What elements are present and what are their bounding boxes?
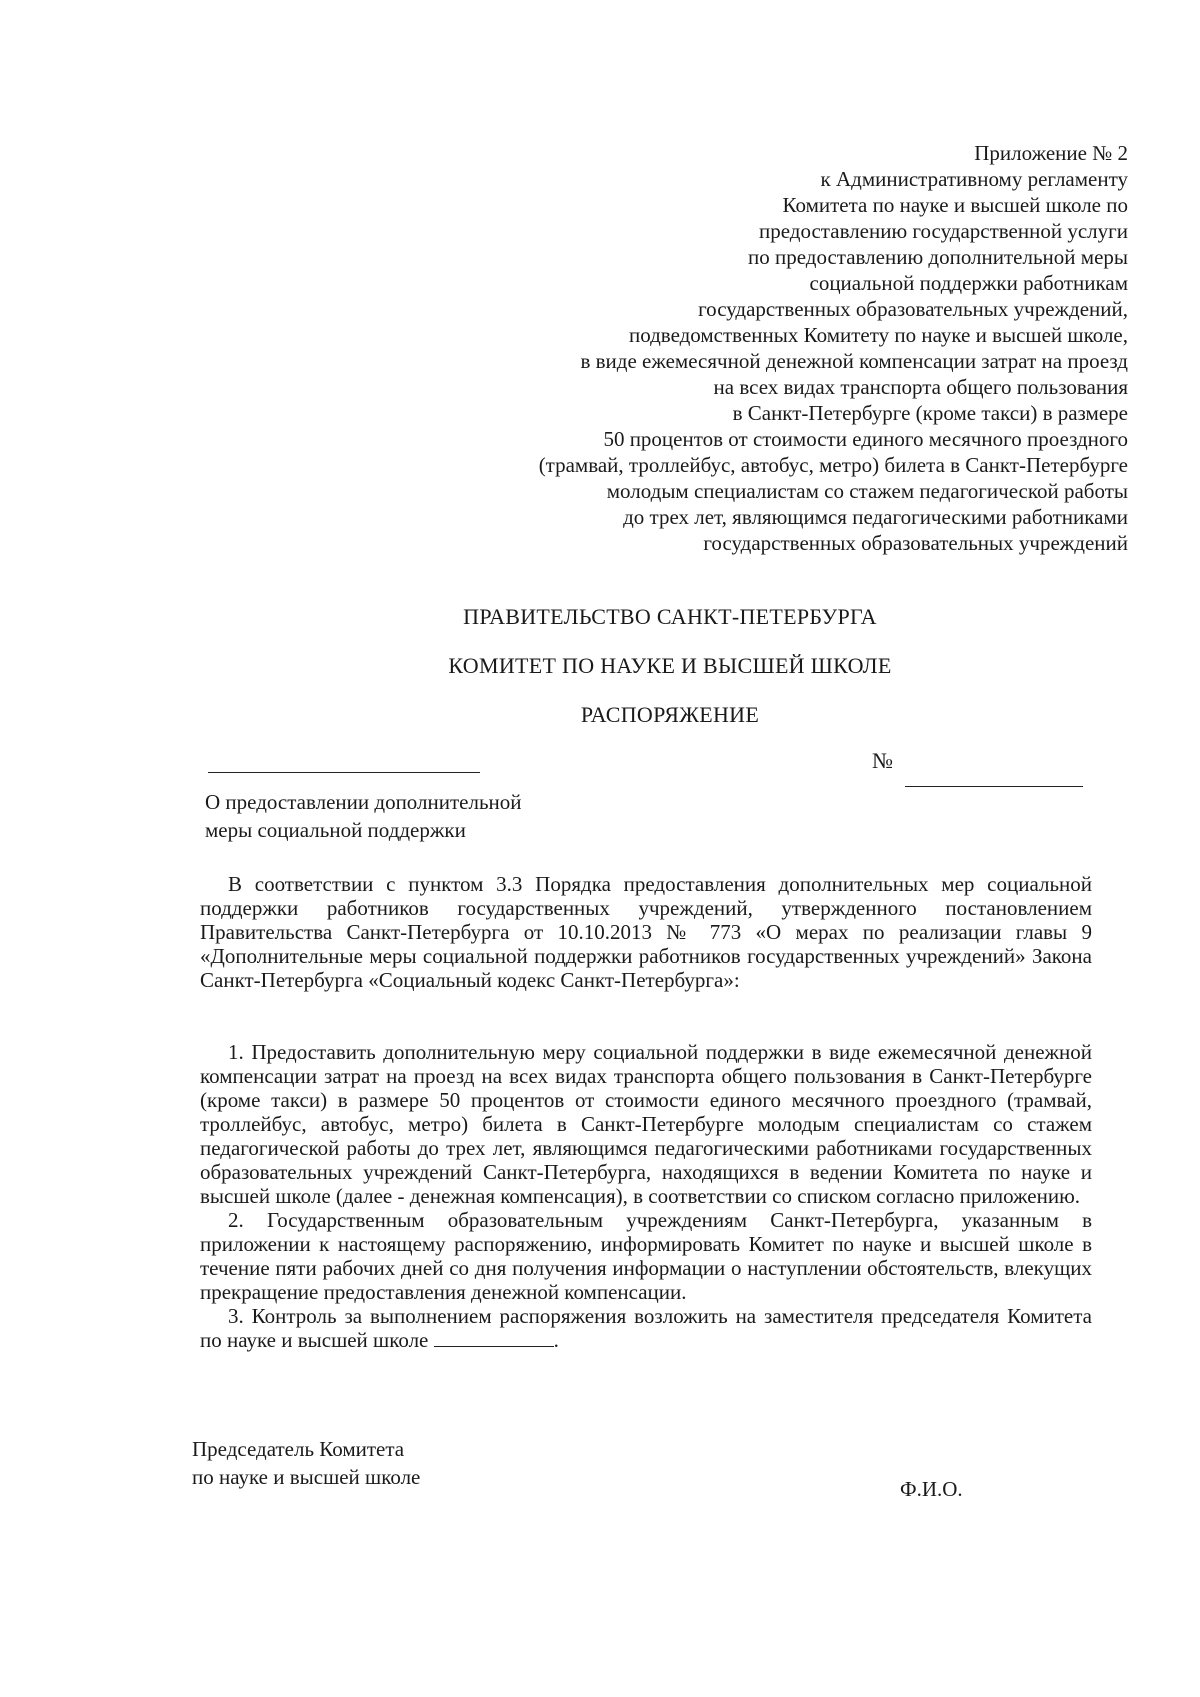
- appendix-line: до трех лет, являющимся педагогическими работниками: [623, 505, 1128, 529]
- committee-heading: КОМИТЕТ ПО НАУКЕ И ВЫСШЕЙ ШКОЛЕ: [448, 653, 892, 678]
- signature-block: [192, 1435, 420, 1491]
- date-blank-line: [208, 772, 480, 773]
- appendix-line: (трамвай, троллейбус, автобус, метро) билета в Санкт-Петербурге: [538, 453, 1128, 477]
- signature-title-line2: по науке и высшей школе: [192, 1465, 421, 1489]
- number-sign: №: [872, 748, 893, 773]
- signature-title-line1: Председатель Комитета: [192, 1437, 405, 1461]
- appendix-line: государственных образовательных учреждений: [703, 531, 1128, 555]
- order-items: [200, 1040, 1092, 1352]
- appendix-line: в Санкт-Петербурге (кроме такси) в размере: [732, 401, 1128, 425]
- subject-line: О предоставлении дополнительной: [205, 790, 522, 814]
- preamble-text: В соответствии с пунктом 3.3 Порядка предоставления дополнительных мер социальной поддержки работников государственных учреждений, утвержденного постановлением Правительства Санкт-Петербурга от 10.10.2013 № 773 «О мерах по реализации главы 9 «Дополнительные меры социальной поддержки работников государственных учреждений» Закона Санкт-Петербурга «Социальный кодекс Санкт-Петербурга»:: [200, 872, 1092, 992]
- appendix-line: подведомственных Комитету по науке и высшей школе,: [628, 323, 1128, 347]
- appendix-line: по предоставлению дополнительной меры: [747, 245, 1128, 269]
- document-subject: [205, 788, 522, 844]
- number-blank-line: [905, 786, 1083, 787]
- appendix-line: в виде ежемесячной денежной компенсации затрат на проезд: [580, 349, 1128, 373]
- appendix-line: государственных образовательных учреждений,: [698, 297, 1128, 321]
- appendix-line: Приложение № 2: [974, 141, 1128, 165]
- appendix-line: 50 процентов от стоимости единого месячного проездного: [603, 427, 1128, 451]
- order-item-1: 1. Предоставить дополнительную меру социальной поддержки в виде ежемесячной денежной компенсации затрат на проезд на всех видах транспорта общего пользования в Санкт-Петербурге (кроме такси) в размере 50 процентов от стоимости единого месячного проездного (трамвай, троллейбус, автобус, метро) билета в Санкт-Петербурге молодым специалистам со стажем педагогической работы до трех лет, являющимся педагогическими работниками государственных образовательных учреждений Санкт-Петербурга, находящихся в ведении Комитета по науке и высшей школе (далее - денежная компенсация), в соответствии со списком согласно приложению.: [200, 1040, 1092, 1208]
- signatory-name: Ф.И.О.: [900, 1477, 963, 1501]
- preamble-paragraph: [200, 872, 1092, 992]
- appendix-header: [368, 140, 1128, 556]
- order-item-3: [200, 1304, 1092, 1352]
- subject-line: меры социальной поддержки: [205, 818, 466, 842]
- order-item-3-text: 3. Контроль за выполнением распоряжения возложить на заместителя председателя Комитета по науке и высшей школе: [200, 1304, 1092, 1352]
- document-type-heading: РАСПОРЯЖЕНИЕ: [580, 702, 760, 727]
- appendix-line: на всех видах транспорта общего пользования: [713, 375, 1128, 399]
- appendix-line: к Административному регламенту: [820, 167, 1128, 191]
- deputy-name-blank: [434, 1328, 554, 1347]
- appendix-line: Комитета по науке и высшей школе по: [782, 193, 1128, 217]
- appendix-line: молодым специалистам со стажем педагогической работы: [606, 479, 1128, 503]
- order-item-3-end: .: [553, 1328, 559, 1352]
- government-heading: ПРАВИТЕЛЬСТВО САНКТ-ПЕТЕРБУРГА: [463, 604, 877, 629]
- appendix-line: социальной поддержки работникам: [809, 271, 1128, 295]
- order-item-2: 2. Государственным образовательным учреждениям Санкт-Петербурга, указанным в приложении к настоящему распоряжению, информировать Комитет по науке и высшей школе в течение пяти рабочих дней со дня получения информации о наступлении обстоятельств, влекущих прекращение предоставления денежной компенсации.: [200, 1208, 1092, 1304]
- appendix-line: предоставлению государственной услуги: [759, 219, 1128, 243]
